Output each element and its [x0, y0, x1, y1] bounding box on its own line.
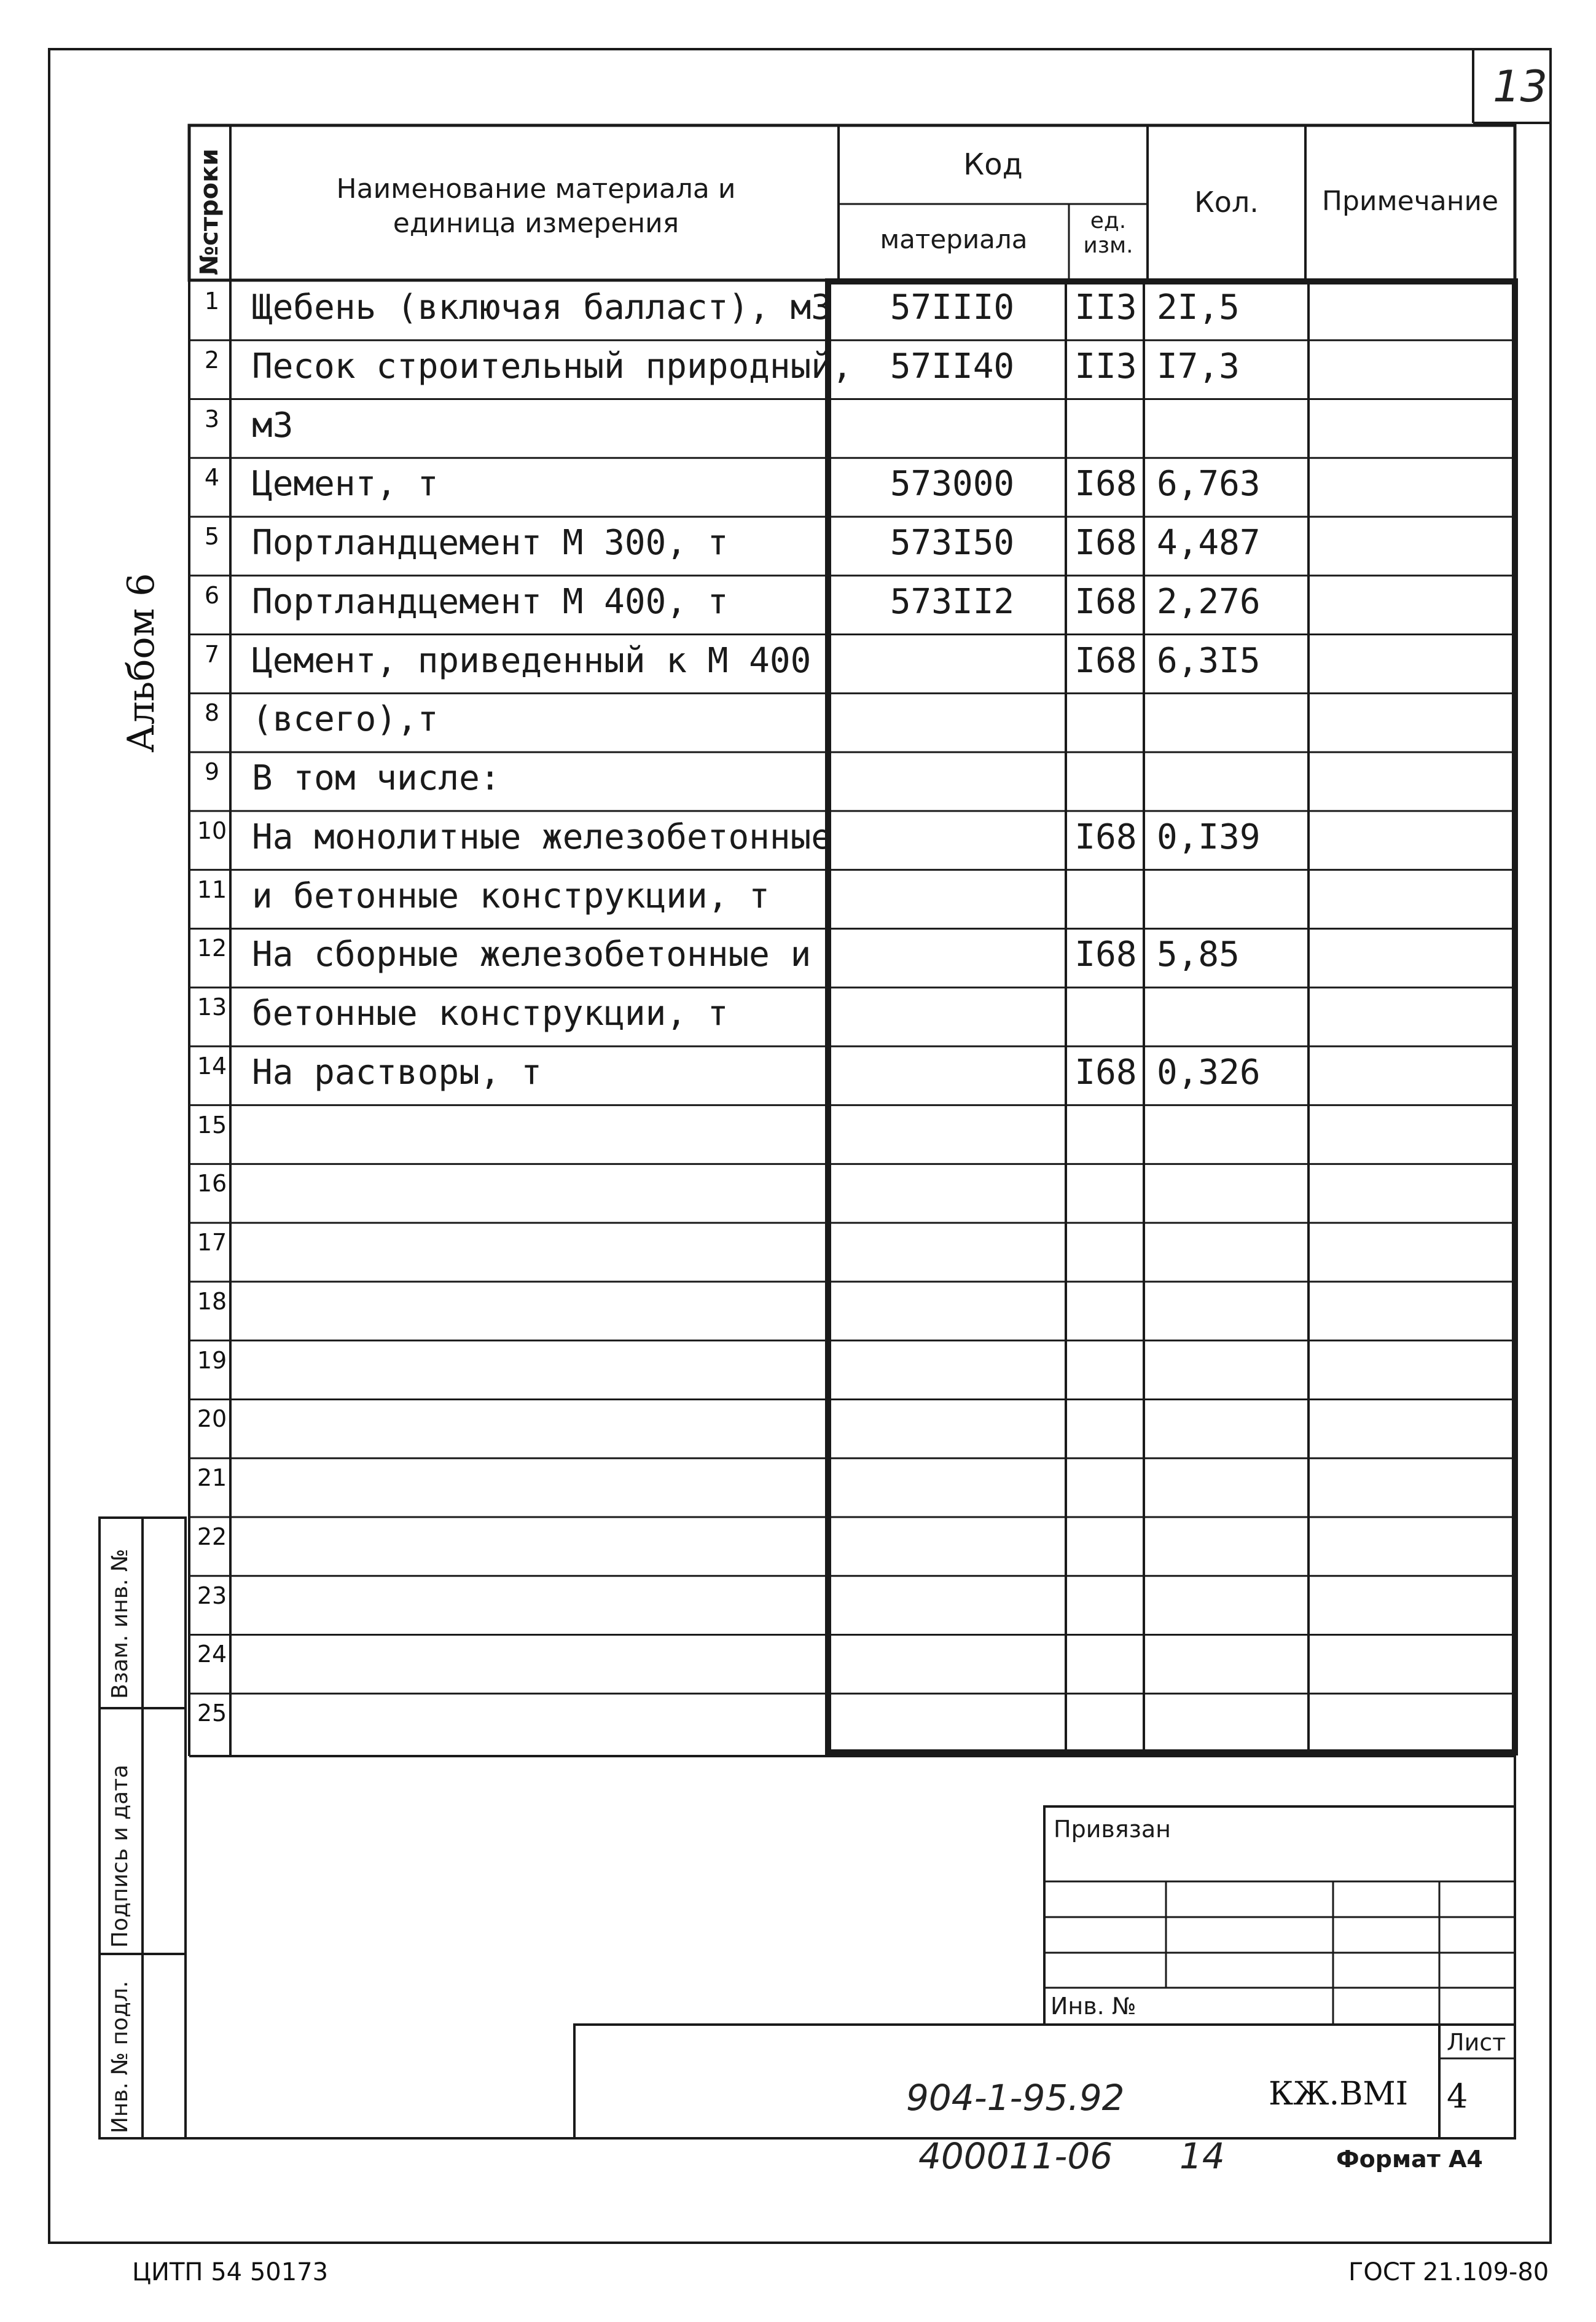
table-row — [189, 281, 1515, 340]
row-number: 18 — [197, 1287, 227, 1315]
row-number: 2 — [204, 346, 220, 374]
format-label: Формат А4 — [1336, 2146, 1483, 2173]
unit-code: II3 — [1074, 288, 1137, 328]
row-number: 25 — [197, 1700, 227, 1727]
privyazan-label: Привязан — [1054, 1816, 1171, 1843]
unit-code: I68 — [1074, 1052, 1137, 1092]
table-row — [189, 1576, 1515, 1635]
header-note: Примечание — [1321, 186, 1499, 217]
mark-code: КЖ.ВМI — [1269, 2076, 1409, 2112]
row-number: 9 — [204, 758, 220, 786]
unit-code: I68 — [1074, 523, 1137, 563]
quantity: 2I,5 — [1157, 288, 1240, 328]
stamp-inv-podl: Инв. № подл. — [108, 1980, 133, 2133]
material-name: (всего),т — [252, 699, 439, 740]
material-name: Портландцемент М 300, т — [252, 523, 729, 563]
row-number: 10 — [197, 817, 227, 844]
material-name: бетонные конструкции, т — [252, 994, 729, 1034]
unit-code: II3 — [1074, 346, 1137, 386]
quantity: 0,326 — [1157, 1052, 1261, 1092]
sheet-number: 13 — [1493, 61, 1548, 112]
header-code-unit-2: изм. — [1083, 233, 1133, 258]
table-row — [189, 811, 1515, 870]
header-qty: Кол. — [1194, 186, 1259, 219]
table-row — [189, 1517, 1515, 1576]
table-row — [189, 1164, 1515, 1223]
row-number: 11 — [197, 876, 227, 903]
header-code: Код — [963, 147, 1023, 182]
material-name: Портландцемент М 400, т — [252, 581, 729, 622]
row-number: 19 — [197, 1346, 227, 1374]
row-number: 12 — [197, 935, 227, 962]
quantity: 4,487 — [1157, 523, 1261, 563]
row-number: 1 — [204, 288, 220, 315]
material-code: 573I50 — [890, 523, 1015, 563]
doc-code: 904-1-95.92 — [906, 2077, 1125, 2119]
quantity: 6,763 — [1157, 464, 1261, 504]
row-number: 15 — [197, 1111, 227, 1139]
handwritten-code: 400011-06 — [918, 2135, 1113, 2177]
table-row — [189, 399, 1515, 458]
header-row-no: №строки — [195, 148, 224, 275]
list-label: Лист — [1447, 2029, 1506, 2056]
table-row — [189, 1341, 1515, 1400]
footer-right: ГОСТ 21.109-80 — [1348, 2258, 1549, 2286]
row-number: 21 — [197, 1464, 227, 1492]
material-name: В том числе: — [252, 758, 501, 799]
stamp-podpis-data: Подпись и дата — [108, 1764, 133, 1948]
quantity: 5,85 — [1157, 935, 1240, 975]
row-number: 5 — [204, 523, 220, 551]
row-number: 14 — [197, 1052, 227, 1080]
row-number: 20 — [197, 1405, 227, 1433]
list-value: 4 — [1447, 2077, 1468, 2116]
table-row — [189, 1282, 1515, 1341]
material-code: 57III0 — [890, 288, 1015, 328]
header-code-unit-1: ед. — [1090, 208, 1127, 233]
quantity: 0,I39 — [1157, 817, 1261, 857]
row-number: 13 — [197, 994, 227, 1021]
row-number: 8 — [204, 699, 220, 727]
quantity: 6,3I5 — [1157, 640, 1261, 681]
row-number: 17 — [197, 1229, 227, 1257]
table-row — [189, 1693, 1515, 1752]
unit-code: I68 — [1074, 464, 1137, 504]
header-name-line-1: Наименование материала и — [336, 173, 736, 205]
material-name: Цемент, т — [252, 464, 439, 504]
material-code: 573II2 — [890, 581, 1015, 622]
unit-code: I68 — [1074, 581, 1137, 622]
header-code-material: материала — [880, 224, 1028, 254]
table-row — [189, 752, 1515, 811]
material-name: м3 — [252, 405, 294, 445]
row-number: 22 — [197, 1523, 227, 1550]
unit-code: I68 — [1074, 817, 1137, 857]
table-row — [189, 635, 1515, 694]
material-name: На сборные железобетонные и — [252, 935, 812, 975]
row-number: 3 — [204, 405, 220, 433]
material-name: и бетонные конструкции, т — [252, 876, 770, 916]
stamp-vzam-inv: Взам. инв. № — [108, 1548, 133, 1699]
header-name — [233, 172, 839, 241]
footer-left: ЦИТП 54 50173 — [132, 2258, 329, 2286]
table-row — [189, 340, 1515, 399]
quantity: I7,3 — [1157, 346, 1240, 386]
handwritten-code-2: 14 — [1179, 2135, 1225, 2177]
table-row — [189, 1634, 1515, 1693]
table-row — [189, 1399, 1515, 1458]
material-name: На монолитные железобетонные — [252, 817, 832, 857]
row-number: 7 — [204, 640, 220, 668]
row-number: 6 — [204, 581, 220, 609]
table-row — [189, 576, 1515, 635]
table-row — [189, 517, 1515, 576]
row-number: 4 — [204, 464, 220, 492]
unit-code: I68 — [1074, 935, 1137, 975]
inv-no-label: Инв. № — [1050, 1993, 1136, 2020]
row-number: 23 — [197, 1582, 227, 1609]
material-name: Щебень (включая балласт), м3 — [252, 288, 832, 328]
table-row — [189, 870, 1515, 929]
row-number: 24 — [197, 1641, 227, 1668]
table-row — [189, 1105, 1515, 1164]
table-row — [189, 1223, 1515, 1282]
table-row — [189, 987, 1515, 1046]
row-number: 16 — [197, 1170, 227, 1198]
material-code: 57II40 — [890, 346, 1015, 386]
header-code-unit — [1069, 209, 1148, 258]
material-code: 573000 — [890, 464, 1015, 504]
table-row — [189, 1046, 1515, 1105]
material-name: Песок строительный природный, — [252, 346, 853, 386]
header-name-line-2: единица измерения — [393, 208, 679, 239]
material-name: Цемент, приведенный к М 400 — [252, 640, 812, 681]
album-label: Альбом 6 — [120, 573, 163, 753]
unit-code: I68 — [1074, 640, 1137, 681]
table-row — [189, 1458, 1515, 1517]
quantity: 2,276 — [1157, 581, 1261, 622]
table-row — [189, 928, 1515, 987]
material-name: На растворы, т — [252, 1052, 542, 1092]
table-row — [189, 458, 1515, 517]
table-row — [189, 693, 1515, 752]
